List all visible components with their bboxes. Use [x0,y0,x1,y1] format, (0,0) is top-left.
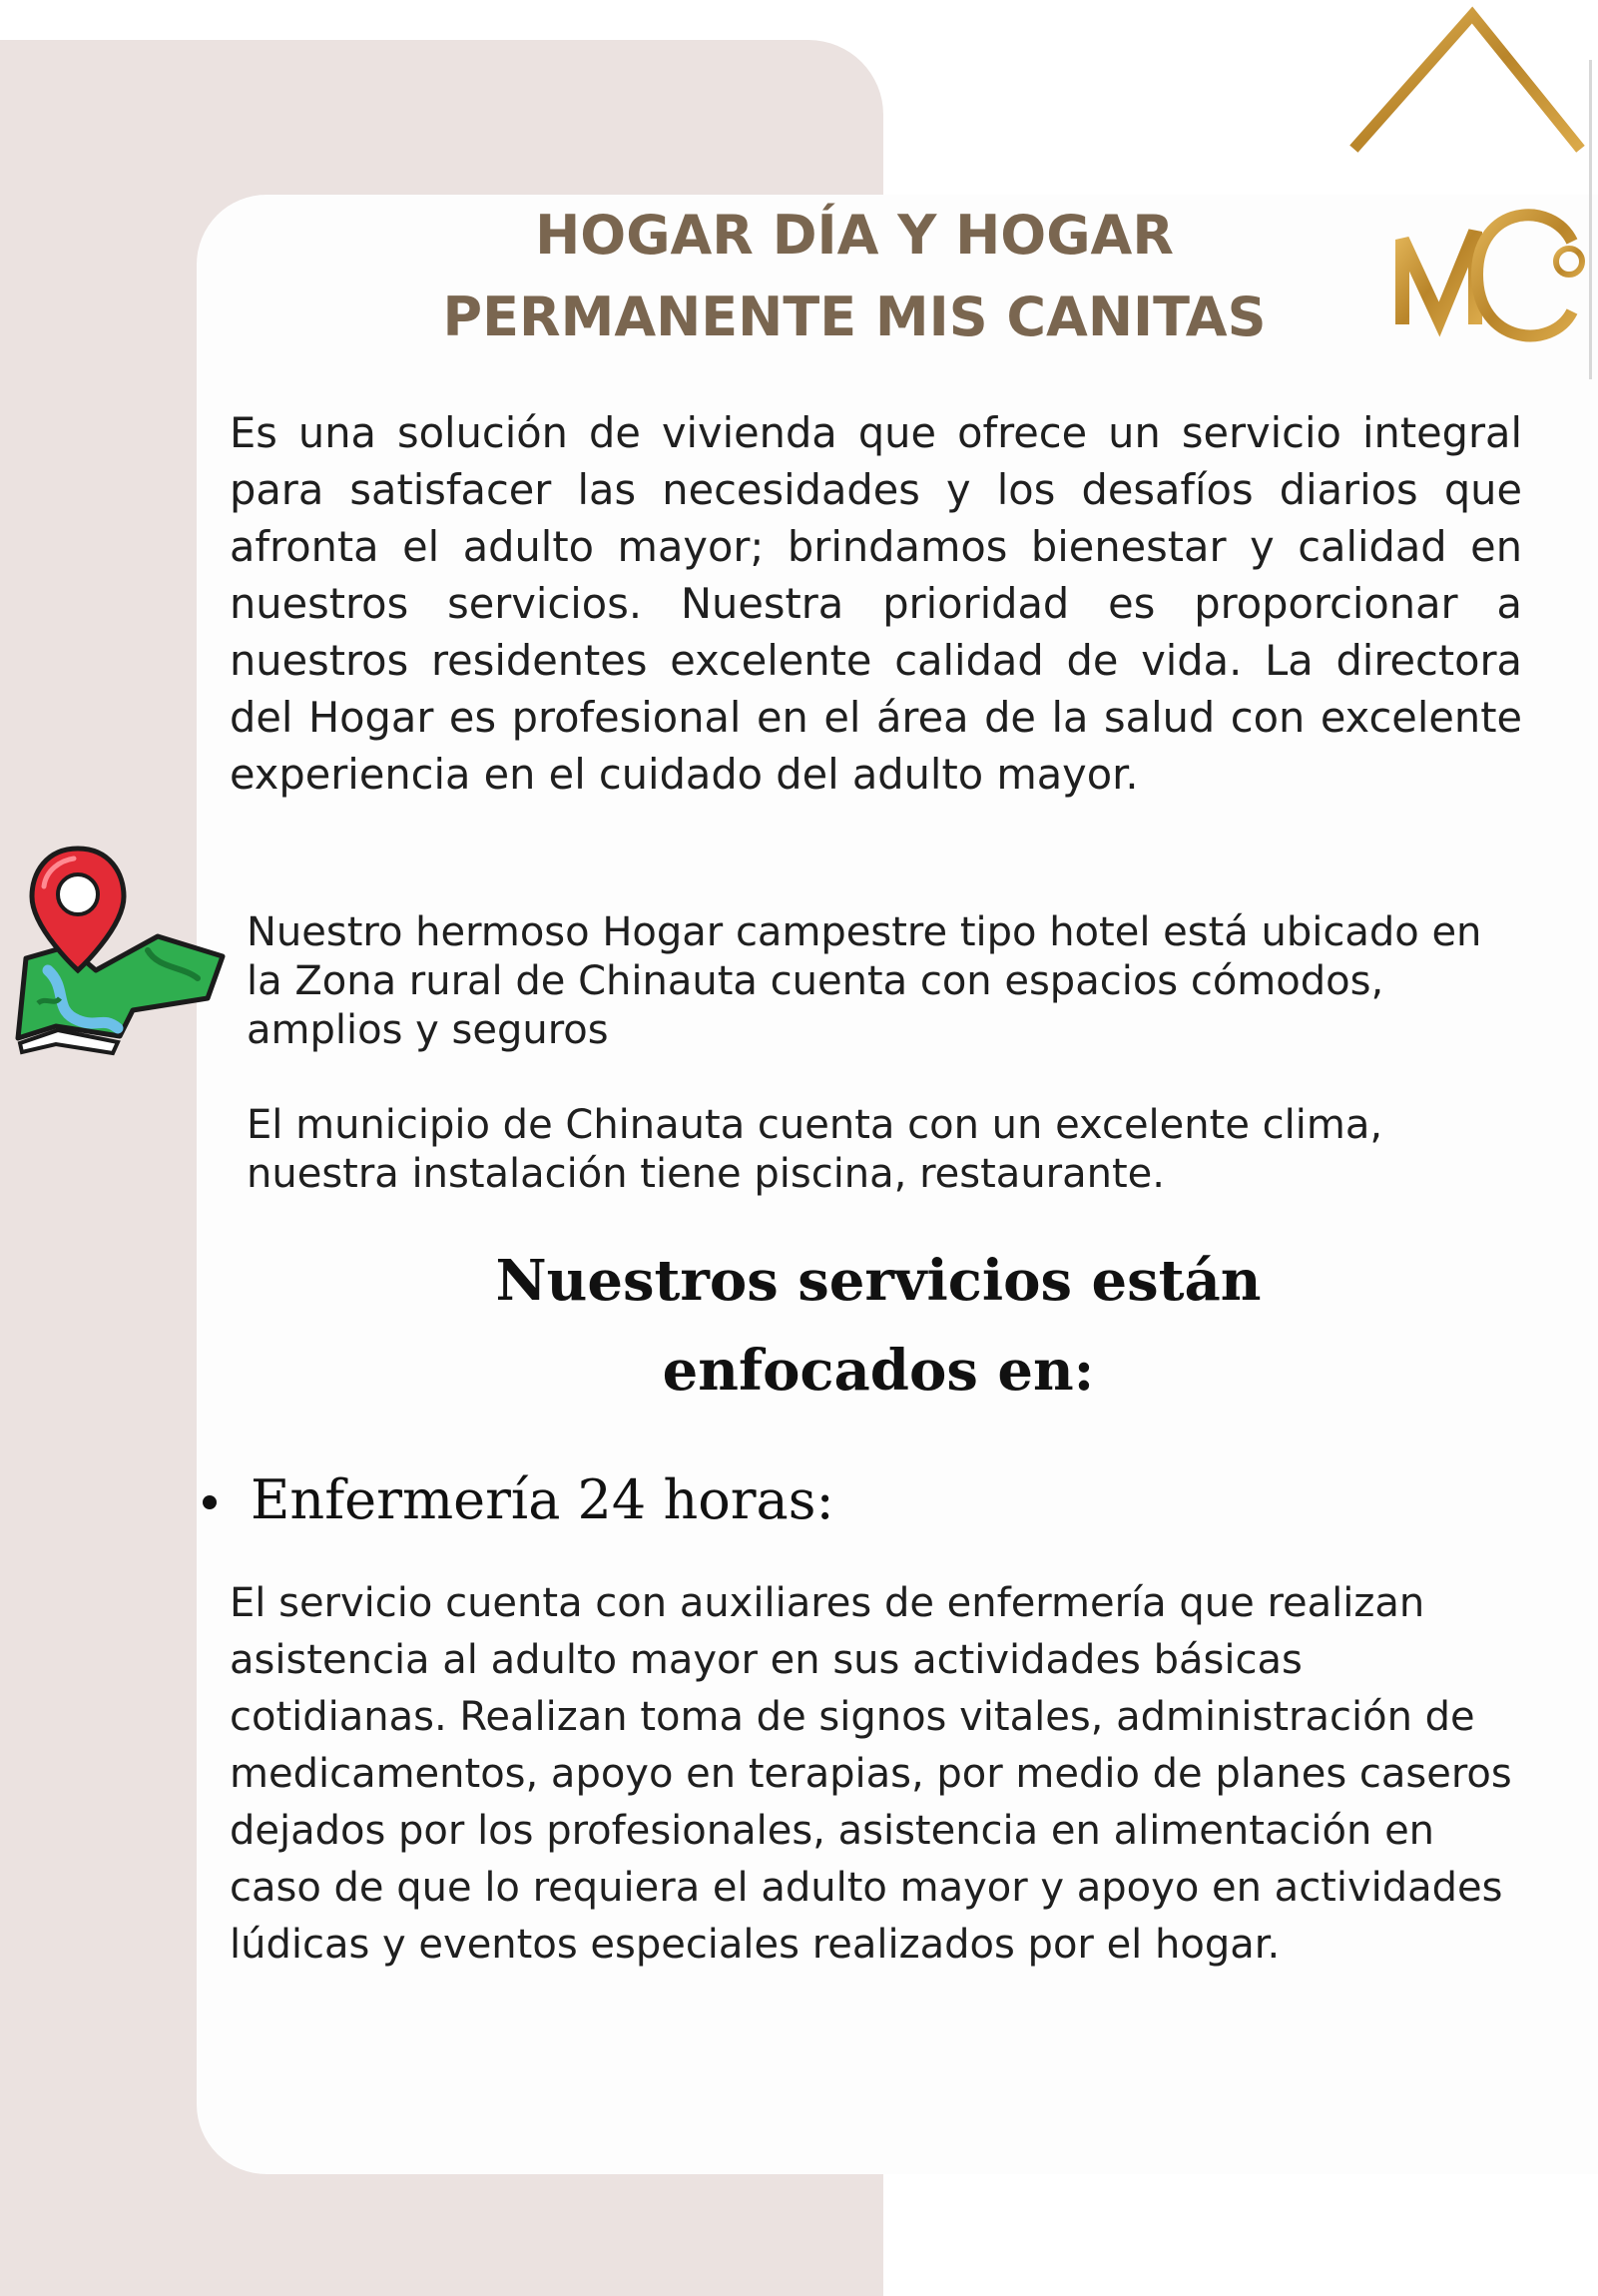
bullet-icon [203,1495,217,1509]
house-logo-icon [1347,0,1592,379]
climate-paragraph: El municipio de Chinauta cuenta con un excelente clima, nuestra instalación tiene piscina, restaurante. [247,1102,1383,1197]
page-title: HOGAR DÍA Y HOGAR PERMANENTE MIS CANITAS [442,204,1267,348]
map-pin-icon [8,839,233,1068]
services-list [203,1465,1450,1535]
service-title: Enfermería 24 horas: [251,1468,834,1531]
service-description: El servicio cuenta con auxiliares de enfermería que realizan asistencia al adulto mayor en sus actividades básicas cotidianas. Realizan toma de signos vitales, administración de medicamentos, apoyo en terapias, por medio de planes caseros dejados por los profesionales, asistencia en alimentación en caso de que lo requiera el adulto mayor y apoyo en actividades lúdicas y eventos especiales realizados por el hogar. [230,1580,1512,1968]
services-heading: Nuestros servicios están enfocados en: [495,1248,1262,1404]
location-section [247,908,1504,1245]
location-paragraph: Nuestro hermoso Hogar campestre tipo hotel está ubicado en la Zona rural de Chinauta cuenta con espacios cómodos, amplios y seguros [247,909,1482,1053]
intro-paragraph: Es una solución de vivienda que ofrece un servicio integral para satisfacer las necesidades y los desafíos diarios que afronta el adulto mayor; brindamos bienestar y calidad en nuestros servicios. Nuestra prioridad es proporcionar a nuestros residentes excelente calidad de vida. La directora del Hogar es profesional en el área de la salud con excelente experiencia en el cuidado del adulto mayor. [230,408,1522,799]
list-item [203,1465,1450,1535]
